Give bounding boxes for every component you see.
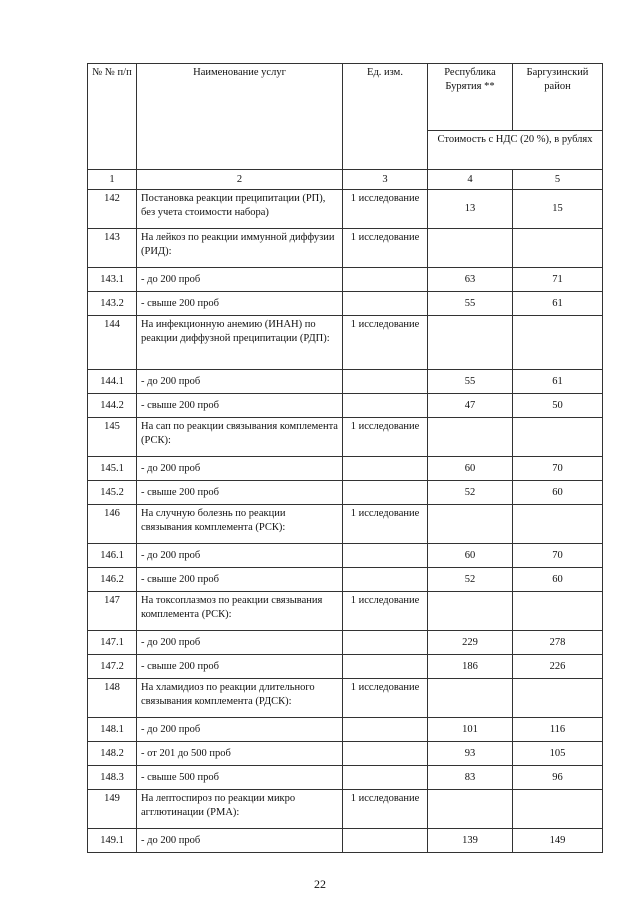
table-row — [88, 631, 603, 655]
row-number-cell: 145.1 — [88, 457, 137, 481]
service-name-cell: - до 200 проб — [137, 544, 343, 568]
district-price-cell: 70 — [513, 457, 603, 481]
district-price-cell: 60 — [513, 568, 603, 592]
unit-cell: 1 исследование — [343, 418, 428, 457]
row-number-cell: 147.1 — [88, 631, 137, 655]
header-republic: Республика Бурятия ** — [428, 64, 513, 131]
republic-price-cell — [428, 592, 513, 631]
table-row — [88, 457, 603, 481]
table-row — [88, 418, 603, 457]
header-unit: Ед. изм. — [343, 64, 428, 170]
district-price-cell — [513, 679, 603, 718]
republic-price-cell — [428, 418, 513, 457]
service-name-cell: На сап по реакции связывания комплемента (РСК): — [137, 418, 343, 457]
unit-cell — [343, 370, 428, 394]
district-price-cell: 60 — [513, 481, 603, 505]
unit-cell: 1 исследование — [343, 592, 428, 631]
table-row — [88, 766, 603, 790]
header-name: Наименование услуг — [137, 64, 343, 170]
service-name-cell: На хламидиоз по реакции длительного связывания комплемента (РДСК): — [137, 679, 343, 718]
unit-cell — [343, 829, 428, 853]
table-row — [88, 190, 603, 229]
index-cell: 5 — [513, 170, 603, 190]
row-number-cell: 147 — [88, 592, 137, 631]
republic-price-cell: 229 — [428, 631, 513, 655]
table-row — [88, 544, 603, 568]
republic-price-cell: 13 — [428, 190, 513, 229]
table-row — [88, 568, 603, 592]
row-number-cell: 148.1 — [88, 718, 137, 742]
index-cell: 4 — [428, 170, 513, 190]
service-name-cell: - от 201 до 500 проб — [137, 742, 343, 766]
republic-price-cell — [428, 229, 513, 268]
service-name-cell: - свыше 200 проб — [137, 394, 343, 418]
republic-price-cell — [428, 505, 513, 544]
table-row — [88, 370, 603, 394]
district-price-cell: 15 — [513, 190, 603, 229]
index-cell: 1 — [88, 170, 137, 190]
service-name-cell: - свыше 500 проб — [137, 766, 343, 790]
district-price-cell — [513, 790, 603, 829]
table-row — [88, 229, 603, 268]
row-number-cell: 144 — [88, 316, 137, 370]
republic-price-cell: 52 — [428, 481, 513, 505]
unit-cell: 1 исследование — [343, 190, 428, 229]
district-price-cell: 149 — [513, 829, 603, 853]
unit-cell: 1 исследование — [343, 505, 428, 544]
table-row — [88, 394, 603, 418]
republic-price-cell: 63 — [428, 268, 513, 292]
row-number-cell: 145 — [88, 418, 137, 457]
table-row — [88, 505, 603, 544]
district-price-cell: 226 — [513, 655, 603, 679]
district-price-cell — [513, 418, 603, 457]
unit-cell: 1 исследование — [343, 790, 428, 829]
table-row — [88, 742, 603, 766]
service-name-cell: - свыше 200 проб — [137, 568, 343, 592]
unit-cell — [343, 544, 428, 568]
row-number-cell: 143.1 — [88, 268, 137, 292]
table-row — [88, 316, 603, 370]
table-row — [88, 592, 603, 631]
service-name-cell: - до 200 проб — [137, 829, 343, 853]
row-number-cell: 149.1 — [88, 829, 137, 853]
row-number-cell: 145.2 — [88, 481, 137, 505]
unit-cell — [343, 292, 428, 316]
unit-cell — [343, 718, 428, 742]
district-price-cell: 278 — [513, 631, 603, 655]
table-row — [88, 292, 603, 316]
table-row — [88, 481, 603, 505]
republic-price-cell: 55 — [428, 370, 513, 394]
price-table — [87, 63, 603, 853]
service-name-cell: - свыше 200 проб — [137, 292, 343, 316]
row-number-cell: 143 — [88, 229, 137, 268]
service-name-cell: - свыше 200 проб — [137, 655, 343, 679]
row-number-cell: 149 — [88, 790, 137, 829]
republic-price-cell: 55 — [428, 292, 513, 316]
republic-price-cell: 93 — [428, 742, 513, 766]
table-row — [88, 268, 603, 292]
unit-cell — [343, 655, 428, 679]
district-price-cell: 70 — [513, 544, 603, 568]
unit-cell: 1 исследование — [343, 679, 428, 718]
republic-price-cell: 139 — [428, 829, 513, 853]
table-row — [88, 655, 603, 679]
service-name-cell: Постановка реакции преципитации (РП), без учета стоимости набора) — [137, 190, 343, 229]
district-price-cell — [513, 316, 603, 370]
row-number-cell: 148.3 — [88, 766, 137, 790]
district-price-cell — [513, 505, 603, 544]
header-num: № № п/п — [88, 64, 137, 170]
row-number-cell: 144.2 — [88, 394, 137, 418]
unit-cell — [343, 742, 428, 766]
unit-cell: 1 исследование — [343, 316, 428, 370]
republic-price-cell: 83 — [428, 766, 513, 790]
district-price-cell: 105 — [513, 742, 603, 766]
row-number-cell: 146 — [88, 505, 137, 544]
row-number-cell: 144.1 — [88, 370, 137, 394]
district-price-cell: 61 — [513, 370, 603, 394]
unit-cell — [343, 394, 428, 418]
index-cell: 2 — [137, 170, 343, 190]
unit-cell — [343, 481, 428, 505]
service-name-cell: - до 200 проб — [137, 631, 343, 655]
service-name-cell: На инфекционную анемию (ИНАН) по реакции диффузной преципитации (РДП): — [137, 316, 343, 370]
header-row — [88, 64, 603, 131]
table-row — [88, 829, 603, 853]
republic-price-cell — [428, 679, 513, 718]
district-price-cell: 71 — [513, 268, 603, 292]
service-name-cell: - до 200 проб — [137, 457, 343, 481]
row-number-cell: 142 — [88, 190, 137, 229]
district-price-cell — [513, 592, 603, 631]
republic-price-cell: 52 — [428, 568, 513, 592]
district-price-cell: 50 — [513, 394, 603, 418]
column-index-row — [88, 170, 603, 190]
republic-price-cell: 47 — [428, 394, 513, 418]
district-price-cell — [513, 229, 603, 268]
district-price-cell: 116 — [513, 718, 603, 742]
service-name-cell: - до 200 проб — [137, 268, 343, 292]
row-number-cell: 146.1 — [88, 544, 137, 568]
unit-cell — [343, 568, 428, 592]
table-row — [88, 679, 603, 718]
service-name-cell: - свыше 200 проб — [137, 481, 343, 505]
unit-cell — [343, 457, 428, 481]
unit-cell: 1 исследование — [343, 229, 428, 268]
index-cell: 3 — [343, 170, 428, 190]
district-price-cell: 96 — [513, 766, 603, 790]
service-name-cell: На случную болезнь по реакции связывания комплемента (РСК): — [137, 505, 343, 544]
service-name-cell: На токсоплазмоз по реакции связывания комплемента (РСК): — [137, 592, 343, 631]
row-number-cell: 146.2 — [88, 568, 137, 592]
table-row — [88, 718, 603, 742]
service-name-cell: - до 200 проб — [137, 370, 343, 394]
republic-price-cell: 60 — [428, 544, 513, 568]
row-number-cell: 147.2 — [88, 655, 137, 679]
service-name-cell: На лейкоз по реакции иммунной диффузии (РИД): — [137, 229, 343, 268]
district-price-cell: 61 — [513, 292, 603, 316]
row-number-cell: 143.2 — [88, 292, 137, 316]
republic-price-cell: 60 — [428, 457, 513, 481]
header-price-caption: Стоимость с НДС (20 %), в рублях — [428, 131, 603, 170]
row-number-cell: 148.2 — [88, 742, 137, 766]
row-number-cell: 148 — [88, 679, 137, 718]
service-name-cell: На лептоспироз по реакции микро агглютинации (РМА): — [137, 790, 343, 829]
unit-cell — [343, 766, 428, 790]
page-number: 22 — [314, 877, 326, 891]
service-name-cell: - до 200 проб — [137, 718, 343, 742]
table-row — [88, 790, 603, 829]
header-district: Баргузинский район — [513, 64, 603, 131]
unit-cell — [343, 631, 428, 655]
republic-price-cell: 101 — [428, 718, 513, 742]
republic-price-cell — [428, 790, 513, 829]
republic-price-cell: 186 — [428, 655, 513, 679]
republic-price-cell — [428, 316, 513, 370]
unit-cell — [343, 268, 428, 292]
